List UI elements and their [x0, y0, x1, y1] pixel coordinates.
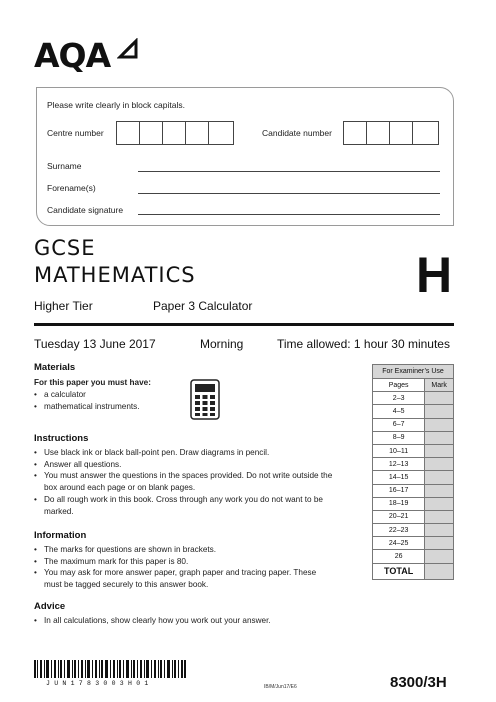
mark-cell	[425, 497, 454, 510]
advice-heading: Advice	[34, 601, 66, 612]
mark-cell	[425, 418, 454, 431]
signature-label: Candidate signature	[47, 205, 124, 215]
materials-subheading: For this paper you must have:	[34, 378, 151, 387]
table-row: 12–13	[373, 458, 425, 471]
table-row: 18–19	[373, 497, 425, 510]
table-row: 16–17	[373, 484, 425, 497]
forenames-label: Forename(s)	[47, 183, 96, 193]
subject-title: MATHEMATICS	[34, 263, 196, 287]
block-capitals-instruction: Please write clearly in block capitals.	[47, 100, 185, 110]
candidate-number-field[interactable]	[343, 121, 439, 145]
table-row: 10–11	[373, 444, 425, 457]
mark-cell	[425, 510, 454, 523]
table-row: 20–21	[373, 510, 425, 523]
list-item: • mathematical instruments.	[34, 401, 184, 413]
mark-cell	[425, 484, 454, 497]
total-label: TOTAL	[373, 563, 425, 579]
mark-cell	[425, 431, 454, 444]
tier-label: Higher Tier	[34, 299, 93, 313]
examiner-use-table	[372, 364, 454, 580]
materials-list	[34, 389, 184, 412]
instructions-heading: Instructions	[34, 433, 89, 444]
table-row: 6–7	[373, 418, 425, 431]
paper-code: 8300/3H	[390, 674, 447, 691]
qualification-level: GCSE	[34, 236, 96, 260]
table-row: 22–23	[373, 524, 425, 537]
total-cell	[425, 563, 454, 579]
list-item: • Do all rough work in this book. Cross through any work you do not want to be marked.	[34, 494, 346, 517]
exam-date: Tuesday 13 June 2017	[34, 337, 156, 351]
centre-number-field[interactable]	[116, 121, 234, 145]
mark-cell	[425, 405, 454, 418]
information-heading: Information	[34, 530, 87, 541]
mark-cell	[425, 444, 454, 457]
list-item: • a calculator	[34, 389, 184, 401]
signature-field[interactable]	[138, 214, 440, 215]
mark-cell	[425, 537, 454, 550]
mark-cell	[425, 550, 454, 563]
mark-cell	[425, 524, 454, 537]
advice-list	[34, 615, 354, 627]
table-row: 8–9	[373, 431, 425, 444]
pages-column-header: Pages	[373, 379, 425, 392]
examiner-table-title: For Examiner’s Use	[373, 365, 454, 379]
barcode-number: JUN1783003H01	[46, 680, 153, 687]
aqa-logo-mark-icon	[117, 38, 139, 60]
exam-session: Morning	[200, 337, 244, 351]
centre-number-label: Centre number	[47, 128, 104, 138]
paper-label: Paper 3 Calculator	[153, 299, 253, 313]
list-item: • You must answer the questions in the spaces provided. Do not write outside the box around each page or on blank pages.	[34, 470, 346, 493]
table-row: 4–5	[373, 405, 425, 418]
time-allowed: Time allowed: 1 hour 30 minutes	[277, 337, 450, 351]
instructions-list	[34, 447, 346, 517]
list-item: • In all calculations, show clearly how you work out your answer.	[34, 615, 354, 627]
calculator-icon	[190, 379, 220, 420]
barcode-icon	[34, 660, 186, 678]
forenames-field[interactable]	[138, 193, 440, 194]
list-item: • Answer all questions.	[34, 459, 346, 471]
document-reference: IB/M/Jun17/E6	[264, 684, 297, 690]
table-row: 26	[373, 550, 425, 563]
tier-letter: H	[416, 247, 453, 303]
mark-column-header: Mark	[425, 379, 454, 392]
mark-cell	[425, 458, 454, 471]
information-list	[34, 544, 334, 591]
surname-label: Surname	[47, 161, 82, 171]
mark-cell	[425, 471, 454, 484]
list-item: • You may ask for more answer paper, graph paper and tracing paper. These must be tagged securely to this answer book.	[34, 567, 334, 590]
candidate-number-label: Candidate number	[262, 128, 332, 138]
surname-field[interactable]	[138, 171, 440, 172]
table-row: 14–15	[373, 471, 425, 484]
list-item: • Use black ink or black ball-point pen. Draw diagrams in pencil.	[34, 447, 346, 459]
aqa-logo: AQA	[34, 36, 111, 75]
table-row: 24–25	[373, 537, 425, 550]
materials-heading: Materials	[34, 362, 76, 373]
list-item: • The marks for questions are shown in brackets.	[34, 544, 334, 556]
table-row: 2–3	[373, 392, 425, 405]
list-item: • The maximum mark for this paper is 80.	[34, 556, 334, 568]
title-divider	[34, 323, 454, 326]
mark-cell	[425, 392, 454, 405]
